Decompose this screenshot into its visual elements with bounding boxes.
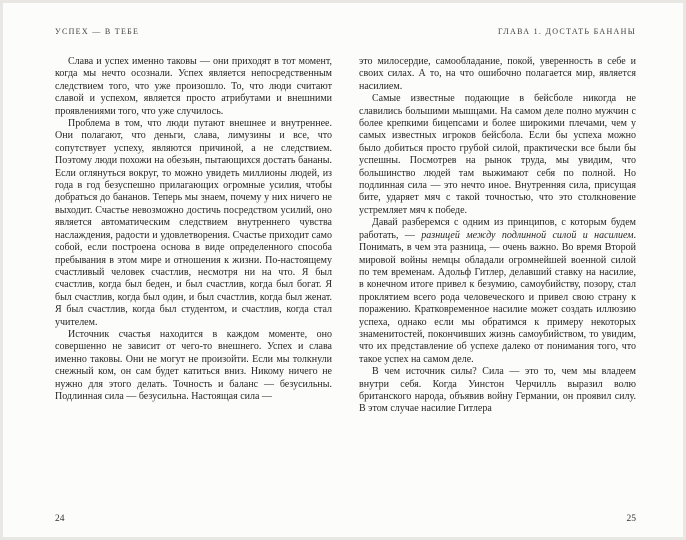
paragraph xyxy=(55,56,332,118)
text-segment: Проблема в том, что люди путают внешнее и внутреннее. Они полагают, что деньги, слава, лимузины и все, что сопутствует успеху, являются причиной, а не следствием. Поэтому люди похожи на обезьян, пытающихся достать бананы. Если оглянуться вокруг, то можно увидеть миллионы людей, из года в год безуспешно прилагающих огромные усилия, чтобы добраться до бананов. Теперь мы знаем, почему у них ничего не выходит. Счастье невозможно достичь посредством усилий, оно является автоматическим следствием внутреннего чувства наслаждения, радости и удовлетворения. Счастье приходит само собой, если построена основа в виде определенного способа пребывания в этом мире и отношения к жизни. По-настоящему счастливый человек счастлив, несмотря ни на что. Я был счастлив, когда был беден, и был счастлив, когда был богат. Я был счастлив, когда был один, и был счастлив, когда был женат. Я был счастлив, когда был студентом, и счастлив, когда стал учителем. xyxy=(55,118,332,328)
page-number-right: 25 xyxy=(626,514,636,524)
text-segment: это милосердие, самообладание, покой, уверенность в себе и своих силах. А то, на что ошибочно полагается мир, является насилием. xyxy=(359,56,636,92)
paragraph xyxy=(55,329,332,403)
running-header-left: УСПЕХ — В ТЕБЕ xyxy=(55,27,140,36)
paragraph xyxy=(55,118,332,329)
italic-text-segment: разницей между подлинной силой и насилием xyxy=(421,229,634,241)
page-number-left: 24 xyxy=(55,514,65,524)
text-segment: . Понимать, в чем эта разница, — очень важно. Во время Второй мировой войны немцы обладали огромнейшей военной силой по тем временам. Адольф Гитлер, делавший ставку на насилие, в конечном итоге привел к безумию, самоубийству, позору, стал проклятием всего рода человеческого и привел свою страну к поражению. Кратковременное насилие может создать иллюзию успеха, однако если мы обратимся к примеру некоторых знаменитостей, покончивших жизнь самоубийством, то увидим, что их представление об успехе далеко от понимания того, что такое успех на самом деле. xyxy=(359,229,636,365)
paragraph xyxy=(359,217,636,366)
text-segment: Источник счастья находится в каждом моменте, оно совершенно не зависит от чего-то внешнего. Успех и слава именно таковы. Они не могут не произойти. Если мы толкнули снежный ком, он сам будет катиться вниз. Никому ничего не нужно для этого делать. Точность и баланс — безусильны. Подлинная сила — безусильна. Настоящая сила — xyxy=(55,328,332,402)
text-segment: Давай разберемся с одним из принципов, с которым будем работать, — xyxy=(359,217,636,241)
paragraph xyxy=(359,93,636,217)
book-spread xyxy=(3,3,683,537)
running-header-right: ГЛАВА 1. ДОСТАТЬ БАНАНЫ xyxy=(497,27,636,36)
paragraph xyxy=(359,56,636,93)
text-segment: Самые известные подающие в бейсболе никогда не славились большими мышцами. На самом деле полно мужчин с более крепкими бицепсами и более широкими плечами, чем у самых известных игроков бейсбола. Если бы успеха можно было добиться просто грубой силой, практически все были бы успешны. Посмотрев на рынок труда, мы увидим, что большинство людей там выжимают себя по полной. Но подлинная сила — это нечто иное. Внутренняя сила, присущая бите, ударяет мяч с такой точностью, что это столкновение устремляет мяч к победе. xyxy=(359,93,636,216)
text-segment: В чем источник силы? Сила — это то, чем мы владеем внутри себя. Когда Уинстон Черчилль выразил волю британского народа, объявив войну Германии, он проявил силу. В этом случае насилие Гитлера xyxy=(359,366,636,415)
page-right xyxy=(343,3,683,537)
paragraph xyxy=(359,366,636,416)
page-body-right xyxy=(359,56,636,537)
page-body-left xyxy=(55,56,332,537)
page-left xyxy=(3,3,343,537)
text-segment: Слава и успех именно таковы — они приходят в тот момент, когда мы нечто осознали. Успех является непосредственным следствием того, что уже произошло. То, что люди считают славой и успехом, является просто атрибутами и внешними проявлениями того, что уже случилось. xyxy=(55,56,332,117)
